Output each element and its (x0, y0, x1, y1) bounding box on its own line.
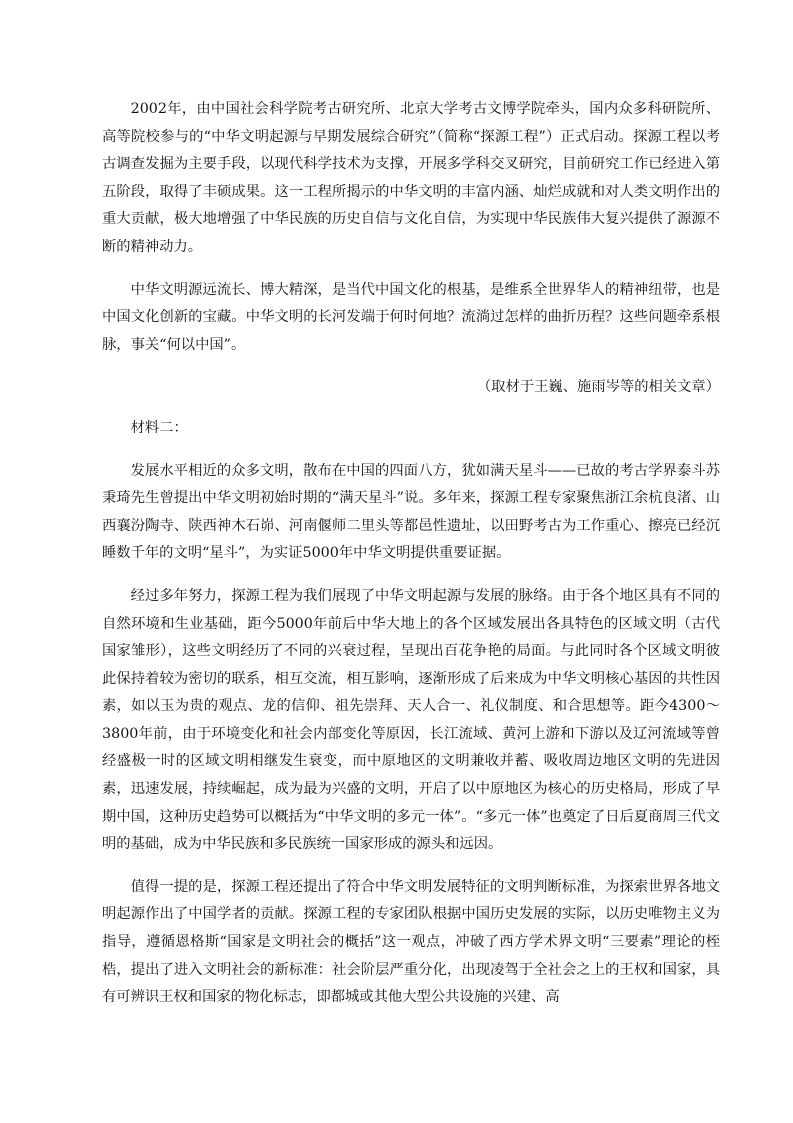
paragraph-intro: 2002年，由中国社会科学院考古研究所、北京大学考古文博学院牵头，国内众多科研院所、高等院校参与的“中华文明起源与早期发展综合研究”（简称“探源工程”）正式启动。探源工程以考古调查发掘为主要手段，以现代科学技术为支撑，开展多学科交叉研究，目前研究工作已经进入第五阶段，取得了丰硕成果。这一工程所揭示的中华文明的丰富内涵、灿烂成就和对人类文明作出的重大贡献，极大地增强了中华民族的历史自信与文化自信，为实现中华民族伟大复兴提供了源源不断的精神动力。 (102, 101, 720, 255)
paragraph-standard: 值得一提的是，探源工程还提出了符合中华文明发展特征的文明判断标准，为探索世界各地文明起源作出了中国学者的贡献。探源工程的专家团队根据中国历史发展的实际，以历史唯物主义为指导，遵循恩格斯“国家是文明社会的概括”这一观点，冲破了西方学术界文明“三要素”理论的桎梏，提出了进入文明社会的新标准：社会阶层严重分化，出现凌驾于全社会之上的王权和国家，具有可辨识王权和国家的物化标志，即都城或其他大型公共设施的兴建、高 (102, 878, 720, 1006)
paragraph-context: 经过多年努力，探源工程为我们展现了中华文明起源与发展的脉络。由于各个地区具有不同的自然环境和生业基础，距今5000年前后中华大地上的各个区域发展出各具特色的区域文明（古代国家雏形），这些文明经历了不同的兴衰过程，呈现出百花争艳的局面。与此同时各个区域文明彼此保持着较为密切的联系，相互交流，相互影响，逐渐形成了后来成为中华文明核心基因的共性因素，如以玉为贵的观点、龙的信仰、祖先崇拜、天人合一、礼仪制度、和合思想等。距今4300～3800年前，由于环境变化和社会内部变化等原因，长江流域、黄河上游和下游以及辽河流域等曾经盛极一时的区域文明相继发生衰变，而中原地区的文明兼收并蓄、吸收周边地区文明的先进因素，迅速发展，持续崛起，成为最为兴盛的文明，开启了以中原地区为核心的历史格局，形成了早期中国，这种历史趋势可以概括为“中华文明的多元一体”。“多元一体”也奠定了日后夏商周三代文明的基础，成为中华民族和多民族统一国家形成的源头和远因。 (102, 587, 720, 853)
paragraph-stars: 发展水平相近的众多文明，散布在中国的四面八方，犹如满天星斗——已故的考古学界泰斗苏秉琦先生曾提出中华文明初始时期的“满天星斗”说。多年来，探源工程专家聚焦浙江余杭良渚、山西襄汾陶寺、陕西神木石峁、河南偃师二里头等都邑性遗址，以田野考古为工作重心、擦亮已经沉睡数千年的文明“星斗”，为实证5000年中华文明提供重要证据。 (102, 462, 720, 562)
document-page (102, 96, 720, 1027)
source-note: （取材于王巍、施雨岑等的相关文章） (476, 379, 720, 396)
paragraph-root: 中华文明源远流长、博大精深，是当代中国文化的根基，是维系全世界华人的精神纽带，也是中国文化创新的宝藏。中华文明的长河发端于何时何地？流淌过怎样的曲折历程？这些问题牵系根脉，事关“何以中国”。 (102, 281, 720, 353)
section-heading-material-two: 材料二： (130, 419, 188, 436)
